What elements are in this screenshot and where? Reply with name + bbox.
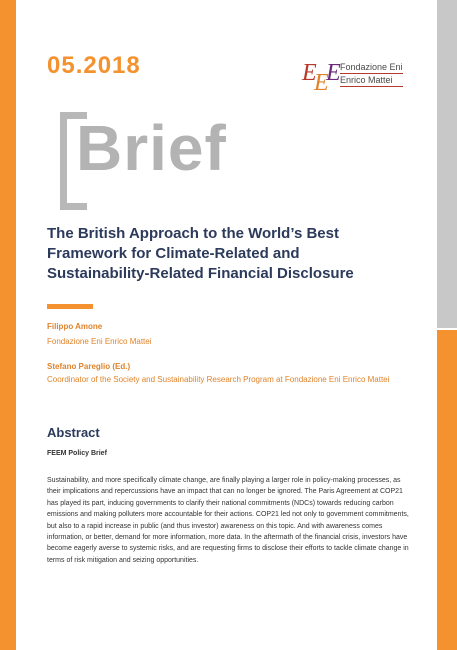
- brief-heading: Brief: [76, 112, 227, 184]
- right-accent-bar: [437, 330, 457, 650]
- feem-logo-text: [340, 62, 403, 88]
- right-gray-bar: [437, 0, 457, 330]
- title-line: The British Approach to the World’s Best: [47, 225, 339, 242]
- svg-text:E: E: [314, 70, 329, 94]
- author-affiliation: Fondazione Eni Enrico Mattei: [47, 337, 152, 346]
- svg-text:E: E: [326, 60, 341, 86]
- abstract-heading: Abstract: [47, 425, 100, 440]
- logo-line-1: Fondazione Eni: [340, 62, 403, 72]
- title-line: Framework for Climate-Related and: [47, 245, 300, 262]
- author-name: Stefano Pareglio (Ed.): [47, 362, 131, 371]
- title-divider: [47, 304, 93, 309]
- feem-logo: [300, 48, 430, 98]
- author-name: Filippo Amone: [47, 322, 103, 331]
- svg-text:E: E: [302, 60, 317, 86]
- abstract-text: Sustainability, and more specifically climate change, are finally playing a larger role in policy-making processes, as their implications and repercussions have an impact that can no longer be ignored. The Paris Agreement at COP21 has played its part, inducing governments to clarify their national commitments (NDCs) towards reducing carbon emissions and making polluters more accountable for their actions. COP21 led not only to government commitments, but also to a rapid increase in public (and thus investor) awareness on this topic. And with awareness comes information, or better, demand for more information, more data. In the aftermath of the financial crisis, investors have become eagerly averse to systemic risks, and are requesting firms to disclose their efforts to tackle climate change in terms of risk mitigation and seizing opportunities.: [47, 477, 409, 564]
- document-title: [47, 224, 407, 284]
- title-line: Sustainability-Related Financial Disclosure: [47, 265, 354, 282]
- issue-number: 05.2018: [47, 52, 141, 79]
- series-label: FEEM Policy Brief: [47, 450, 107, 457]
- left-accent-bar: [0, 0, 16, 650]
- author-affiliation: Coordinator of the Society and Sustainability Research Program at Fondazione Eni Enrico Mattei: [47, 375, 390, 384]
- logo-line-2: Enrico Mattei: [340, 75, 403, 87]
